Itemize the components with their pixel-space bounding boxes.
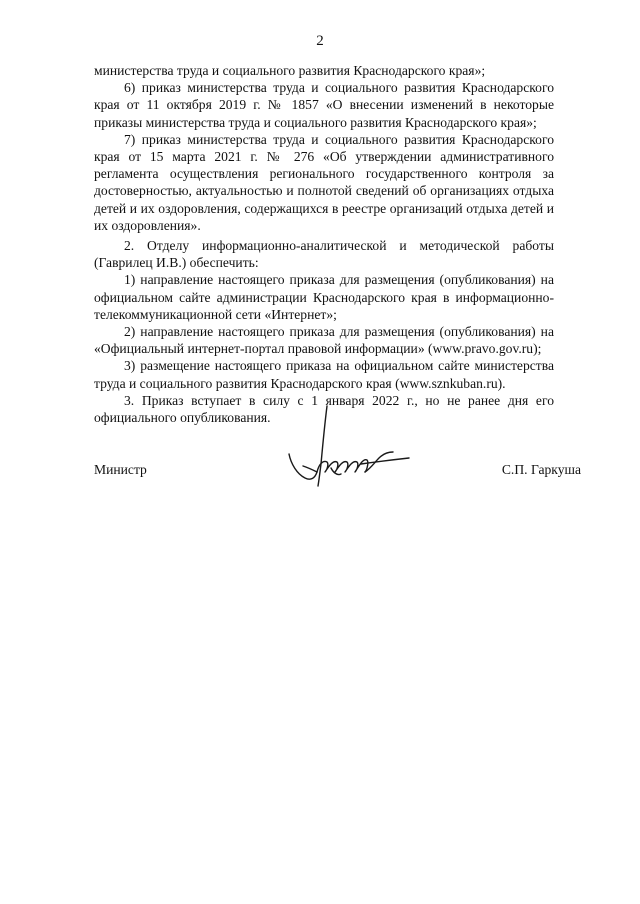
- paragraph-item-6: 6) приказ министерства труда и социального развития Краснодарского края от 11 октября 2019 г. № 1857 «О внесении изменений в некоторые приказы министерства труда и социального развития Краснодарского края»;: [94, 80, 554, 130]
- signature-row: [94, 462, 581, 482]
- paragraph-section-2: 2. Отделу информационно-аналитической и методической работы (Гаврилец И.В.) обеспечить:: [94, 238, 554, 271]
- paragraph-item-7: 7) приказ министерства труда и социального развития Краснодарского края от 15 марта 2021 г. № 276 «Об утверждении административного регламента осуществления регионального государственного контроля за достоверностью, актуальностью и полнотой сведений об организациях отдыха детей и их оздоровления, содержащихся в реестре организаций отдыха детей и их оздоровления».: [94, 131, 554, 233]
- paragraph-subitem-3: 3) размещение настоящего приказа на официальном сайте министерства труда и социального развития Краснодарского края (www.sznkuban.ru).: [94, 358, 554, 391]
- handwritten-signature: [283, 402, 413, 497]
- signer-position: Министр: [94, 462, 147, 477]
- paragraph-section-3: 3. Приказ вступает в силу с 1 января 2022 г., но не ранее дня его официального опубликования.: [94, 392, 554, 426]
- paragraph-subitem-2: 2) направление настоящего приказа для размещения (опубликования) на «Официальный интернет-портал правовой информации» (www.pravo.gov.ru);: [94, 324, 554, 357]
- signer-name: С.П. Гаркуша: [501, 462, 581, 477]
- paragraph-subitem-1: 1) направление настоящего приказа для размещения (опубликования) на официальном сайте администрации Краснодарского края в информационно-телекоммуникационной сети «Интернет»;: [94, 272, 554, 322]
- document-body: [94, 62, 554, 426]
- page-number: 2: [316, 33, 324, 49]
- paragraph-continuation: министерства труда и социального развития Краснодарского края»;: [94, 63, 486, 78]
